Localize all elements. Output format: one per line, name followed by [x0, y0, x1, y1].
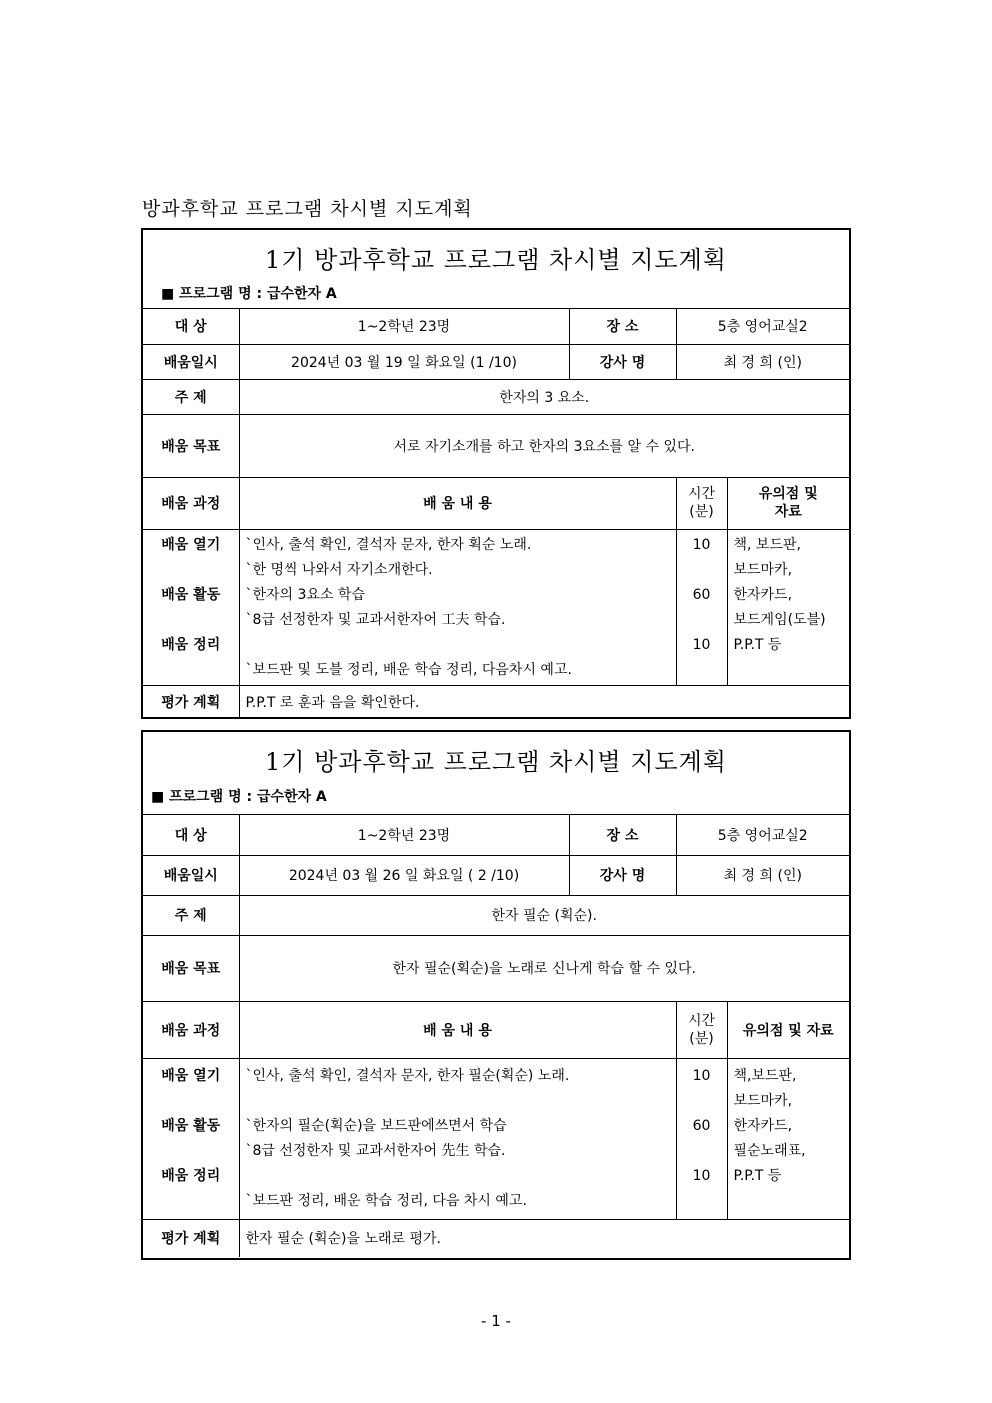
material-line: 한자카드, [733, 586, 793, 603]
time-value: 60 [692, 586, 711, 603]
place-value: 5층 영어교실2 [676, 309, 849, 344]
time-value [677, 608, 727, 633]
process-step: 배움 활동 [161, 586, 221, 603]
process-times [676, 1058, 727, 1219]
process-body-row [143, 1058, 849, 1219]
time-value [677, 558, 727, 583]
goal-label: 배움 목표 [143, 414, 239, 477]
content-line: `8급 선정한자 및 교과서한자어 工夫 학습. [245, 611, 506, 628]
content-line: `한 명씩 나와서 자기소개한다. [245, 561, 433, 578]
goal-label: 배움 목표 [143, 935, 239, 1001]
process-step [149, 658, 233, 683]
time-label-line-1: 시간 [687, 486, 716, 502]
plan-title: 1기 방과후학교 프로그램 차시별 지도계획 [265, 246, 727, 274]
goal-value: 한자 필순(획순)을 노래로 신나게 학습 할 수 있다. [239, 935, 849, 1001]
time-value: 10 [692, 536, 711, 553]
plan-table [143, 309, 849, 718]
process-step [149, 558, 233, 583]
date-label: 배움일시 [143, 344, 239, 379]
process-step [149, 1089, 233, 1114]
program-name: ■ 프로그램 명 : 급수한자 A [161, 286, 337, 302]
time-value [677, 1189, 727, 1214]
material-line: 책, 보드판, [733, 536, 801, 553]
notes-label-line-2: 자료 [774, 504, 802, 520]
process-materials [727, 529, 849, 685]
document-title: 방과후학교 프로그램 차시별 지도계획 [142, 198, 473, 220]
place-label: 장 소 [569, 309, 676, 344]
teacher-label: 강사 명 [569, 855, 676, 895]
content-line [246, 1089, 670, 1114]
date-value: 2024년 03 월 19 일 화요일 (1 /10) [239, 344, 569, 379]
plan-header [143, 230, 849, 309]
time-value: 60 [692, 1117, 711, 1134]
lesson-plan-2 [141, 730, 851, 1260]
process-steps [143, 529, 239, 685]
place-label: 장 소 [569, 815, 676, 855]
eval-value: 한자 필순 (획순)을 노래로 평가. [239, 1219, 849, 1257]
material-line: 보드마카, [733, 561, 793, 578]
topic-value: 한자 필순 (획순). [239, 895, 849, 935]
time-label-line-2: (분) [689, 504, 714, 520]
date-value: 2024년 03 월 26 일 화요일 ( 2 /10) [239, 855, 569, 895]
topic-row [143, 895, 849, 935]
process-label: 배움 과정 [143, 1001, 239, 1058]
target-row [143, 309, 849, 344]
goal-row [143, 414, 849, 477]
plan-header [143, 732, 849, 815]
place-value: 5층 영어교실2 [676, 815, 849, 855]
process-step: 배움 정리 [161, 636, 221, 653]
content-line: `한자의 3요소 학습 [245, 586, 365, 603]
topic-value: 한자의 3 요소. [239, 379, 849, 414]
topic-label: 주 제 [143, 379, 239, 414]
topic-label: 주 제 [143, 895, 239, 935]
eval-row [143, 1219, 849, 1257]
process-step [149, 1189, 233, 1214]
teacher-label: 강사 명 [569, 344, 676, 379]
process-contents [239, 1058, 676, 1219]
process-contents [239, 529, 676, 685]
time-value: 10 [692, 1067, 711, 1084]
page-number: - 1 - [481, 1312, 511, 1330]
content-label: 배 움 내 용 [239, 477, 676, 529]
process-step: 배움 활동 [161, 1117, 221, 1134]
date-label: 배움일시 [143, 855, 239, 895]
notes-label-line-1: 유의점 및 [758, 486, 818, 502]
teacher-value: 최 경 희 (인) [676, 344, 849, 379]
eval-label: 평가 계획 [143, 1219, 239, 1257]
process-step: 배움 열기 [161, 1067, 221, 1084]
time-value [677, 1139, 727, 1164]
process-step: 배움 열기 [161, 536, 221, 553]
material-line: 보드게임(도블) [733, 611, 826, 628]
time-label [676, 1001, 727, 1058]
time-label [676, 477, 727, 529]
time-value [677, 1089, 727, 1114]
content-line: `8급 선정한자 및 교과서한자어 先生 학습. [245, 1142, 506, 1159]
target-label: 대 상 [143, 815, 239, 855]
goal-row [143, 935, 849, 1001]
teacher-value: 최 경 희 (인) [676, 855, 849, 895]
time-value: 10 [692, 1167, 711, 1184]
content-line: `인사, 출석 확인, 결석자 문자, 한자 필순(획순) 노래. [245, 1067, 570, 1084]
time-value: 10 [692, 636, 711, 653]
material-line: 한자카드, [733, 1117, 793, 1134]
process-label: 배움 과정 [143, 477, 239, 529]
process-body-row [143, 529, 849, 685]
material-line: 필순노래표, [733, 1142, 806, 1159]
process-step [149, 608, 233, 633]
plan-table [143, 815, 849, 1257]
content-line: `인사, 출석 확인, 결석자 문자, 한자 획순 노래. [245, 536, 532, 553]
content-line: `한자의 필순(획순)을 보드판에쓰면서 학습 [245, 1117, 507, 1134]
eval-value: P.P.T 로 훈과 음을 확인한다. [239, 685, 849, 718]
process-materials [727, 1058, 849, 1219]
date-row [143, 855, 849, 895]
eval-label: 평가 계획 [143, 685, 239, 718]
process-header-row [143, 1001, 849, 1058]
eval-row [143, 685, 849, 718]
time-label-line-2: (분) [689, 1030, 714, 1047]
content-line [246, 633, 670, 658]
goal-value: 서로 자기소개를 하고 한자의 3요소를 알 수 있다. [239, 414, 849, 477]
target-label: 대 상 [143, 309, 239, 344]
process-times [676, 529, 727, 685]
notes-label: 유의점 및 자료 [727, 1001, 849, 1058]
material-line: P.P.T 등 [733, 636, 782, 653]
content-line: `보드판 정리, 배운 학습 정리, 다음 차시 예고. [245, 1192, 527, 1209]
process-step: 배움 정리 [161, 1167, 221, 1184]
material-line: P.P.T 등 [733, 1167, 782, 1184]
target-value: 1~2학년 23명 [239, 309, 569, 344]
time-label-line-1: 시간 [687, 1012, 716, 1029]
content-label: 배 움 내 용 [239, 1001, 676, 1058]
process-steps [143, 1058, 239, 1219]
material-line: 보드마카, [733, 1092, 793, 1109]
process-header-row [143, 477, 849, 529]
plan-title: 1기 방과후학교 프로그램 차시별 지도계획 [265, 748, 727, 776]
content-line [246, 1164, 670, 1189]
process-step [149, 1139, 233, 1164]
target-value: 1~2학년 23명 [239, 815, 569, 855]
material-line: 책,보드판, [733, 1067, 797, 1084]
lesson-plan-1 [141, 228, 851, 719]
content-line: `보드판 및 도블 정리, 배운 학습 정리, 다음차시 예고. [245, 661, 572, 678]
topic-row [143, 379, 849, 414]
target-row [143, 815, 849, 855]
date-row [143, 344, 849, 379]
program-name: ■ 프로그램 명 : 급수한자 A [151, 789, 327, 805]
notes-label [727, 477, 849, 529]
time-value [677, 658, 727, 683]
